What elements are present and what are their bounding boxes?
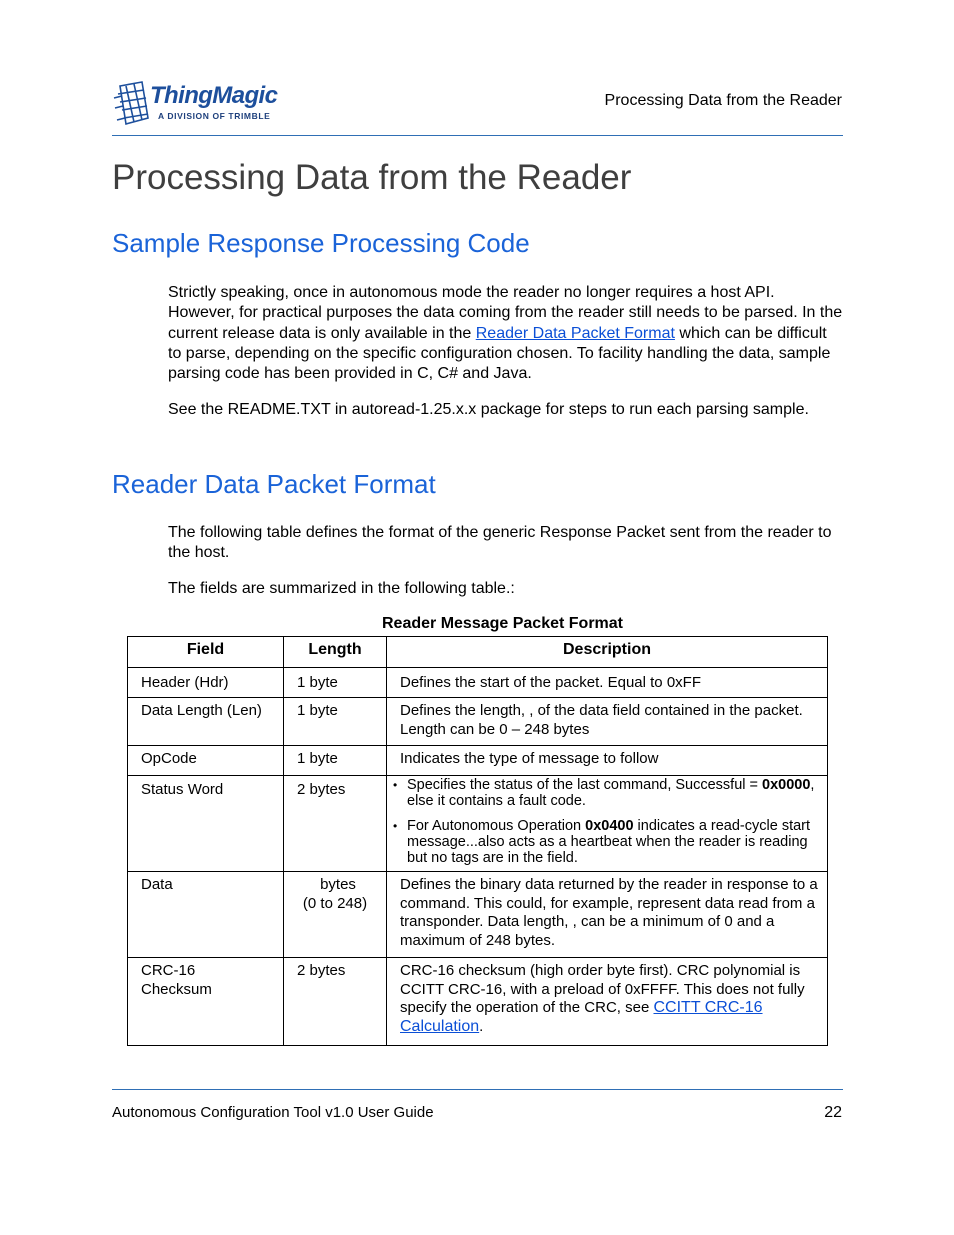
section-heading-sample-response: Sample Response Processing Code (112, 228, 530, 258)
length-cell: 2 bytes (284, 958, 387, 1046)
footer-guide-title: Autonomous Configuration Tool v1.0 User Guide (112, 1104, 434, 1121)
bullet1-bold-code: 0x0000 (762, 777, 811, 793)
table-row (128, 667, 828, 698)
crc-description-text: CRC-16 checksum (high order byte first). CRC polynomial is CCITT CRC-16, with a preload of 0xFFFF. This does not fully specify the operation of the CRC, see (400, 962, 805, 1016)
length-cell: 2 bytes (284, 776, 387, 872)
bullet1-text-start: Specifies the status of the last command, Successful = (407, 777, 763, 793)
table-row (128, 698, 828, 746)
column-header-field: Field (128, 637, 284, 668)
section1-paragraph-1 (168, 283, 843, 384)
logo-wordmark: ThingMagic (150, 82, 278, 109)
description-cell (387, 958, 828, 1046)
status-word-bullets (387, 777, 821, 866)
description-cell: Defines the length, , of the data field contained in the packet. Length can be 0 – 248 bytes (387, 698, 828, 746)
column-header-length: Length (284, 637, 387, 668)
table-row (128, 958, 828, 1046)
table-caption: Reader Message Packet Format (382, 615, 623, 632)
reader-data-packet-format-link[interactable]: Reader Data Packet Format (475, 324, 675, 342)
field-line-1: CRC-16 (141, 962, 196, 979)
page-title: Processing Data from the Reader (112, 158, 632, 197)
section1-p1-text-end: which can be difficult to parse, depending on the specific configuration chosen. To facility handling the data, sample parsing code has been provided in C, C# and Java. (168, 324, 831, 383)
table-row (128, 746, 828, 776)
description-cell (387, 776, 828, 872)
field-cell: Data Length (Len) (128, 698, 284, 746)
section2-paragraph-2: The fields are summarized in the following table.: (168, 580, 515, 597)
description-cell: Defines the start of the packet. Equal to 0xFF (387, 667, 828, 698)
length-line-1: bytes (320, 876, 356, 893)
bullet2-text-start: For Autonomous Operation (407, 818, 586, 834)
field-cell: Status Word (128, 776, 284, 872)
field-cell: OpCode (128, 746, 284, 776)
ccitt-crc16-calculation-link[interactable]: CCITT CRC-16 Calculation (400, 999, 763, 1035)
list-item (387, 777, 821, 809)
packet-format-table (127, 636, 828, 1046)
length-line-2: (0 to 248) (302, 894, 368, 912)
logo-tagline: A DIVISION OF TRIMBLE (158, 111, 271, 121)
column-header-description: Description (387, 637, 828, 668)
length-cell (284, 872, 387, 958)
page-number: 22 (824, 1104, 842, 1121)
field-cell (128, 958, 284, 1046)
table-row (128, 872, 828, 958)
section1-p1-text-start: Strictly speaking, once in autonomous mode the reader no longer requires a host API. However, for practical purposes the data coming from the reader still needs to be parsed. In the current release data is only available in the (168, 284, 843, 342)
field-cell: Header (Hdr) (128, 667, 284, 698)
table-row (128, 776, 828, 872)
length-cell: 1 byte (284, 746, 387, 776)
section-heading-reader-data-packet-format: Reader Data Packet Format (112, 469, 436, 499)
field-line-2: Checksum (141, 980, 212, 998)
running-header-title: Processing Data from the Reader (604, 92, 842, 109)
bullet1-text-end: , else it contains a fault code. (407, 777, 815, 809)
length-cell: 1 byte (284, 698, 387, 746)
bullet2-text-end: indicates a read-cycle start message...also acts as a heartbeat when the reader is reading but no tags are in the field. (407, 818, 811, 866)
header-rule (112, 135, 843, 136)
length-cell: 1 byte (284, 667, 387, 698)
list-item (387, 818, 821, 866)
crc-description-end: . (479, 1017, 484, 1035)
section2-paragraph-1: The following table defines the format of the generic Response Packet sent from the reader to the host. (168, 524, 832, 562)
table-header-row (128, 637, 828, 668)
field-cell: Data (128, 872, 284, 958)
section1-paragraph-2: See the README.TXT in autoread-1.25.x.x package for steps to run each parsing sample. (168, 401, 809, 418)
footer-rule (112, 1089, 843, 1090)
description-cell: Indicates the type of message to follow (387, 746, 828, 776)
bullet2-bold-code: 0x0400 (585, 818, 634, 834)
description-cell: Defines the binary data returned by the reader in response to a command. This could, for example, represent data read from a transponder. Data length, , can be a minimum of 0 and a maximum of 248 bytes. (387, 872, 828, 958)
